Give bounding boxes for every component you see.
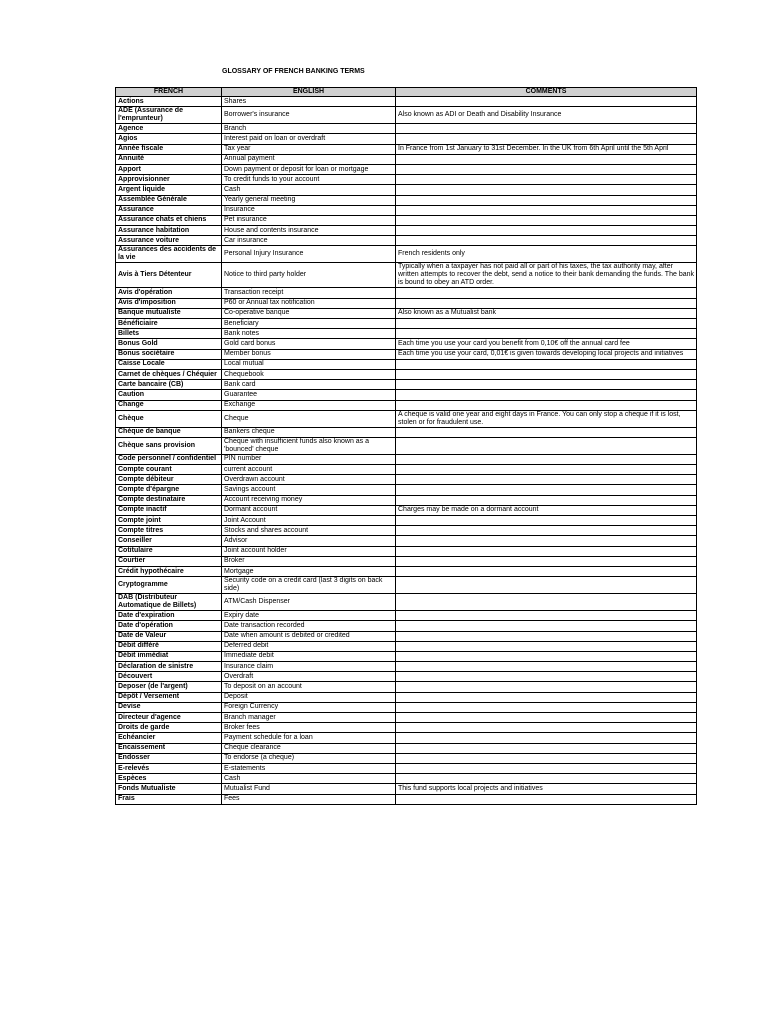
english-term: Beneficiary	[222, 319, 396, 329]
english-term: Cash	[222, 774, 396, 784]
comment	[396, 215, 697, 225]
french-term: Argent liquide	[116, 185, 222, 195]
french-term: Droits de garde	[116, 723, 222, 733]
comment	[396, 641, 697, 651]
english-term: Deferred debit	[222, 641, 396, 651]
table-row	[116, 662, 697, 672]
header-comments: COMMENTS	[396, 88, 697, 97]
table-row	[116, 743, 697, 753]
comment: Each time you use your card, 0,01€ is given towards developing local projects and initiatives	[396, 349, 697, 359]
french-term: Encaissement	[116, 743, 222, 753]
table-row	[116, 410, 697, 427]
table-row	[116, 359, 697, 369]
comment	[396, 536, 697, 546]
table-row	[116, 556, 697, 566]
french-term: Compte d'épargne	[116, 485, 222, 495]
english-term: current account	[222, 465, 396, 475]
table-row	[116, 288, 697, 298]
comment	[396, 702, 697, 712]
french-term: Change	[116, 400, 222, 410]
table-row	[116, 175, 697, 185]
french-term: Découvert	[116, 672, 222, 682]
comment	[396, 672, 697, 682]
glossary-table	[115, 87, 697, 805]
french-term: Assurances des accidents de la vie	[116, 246, 222, 263]
comment	[396, 733, 697, 743]
table-row	[116, 154, 697, 164]
comment	[396, 329, 697, 339]
french-term: Espèces	[116, 774, 222, 784]
table-row	[116, 495, 697, 505]
table-row	[116, 546, 697, 556]
table-row	[116, 753, 697, 763]
comment: Also known as a Mutualist bank	[396, 308, 697, 318]
table-row	[116, 308, 697, 318]
comment	[396, 205, 697, 215]
french-term: Compte inactif	[116, 505, 222, 515]
english-term: Cash	[222, 185, 396, 195]
english-term: Branch manager	[222, 713, 396, 723]
french-term: Courtier	[116, 556, 222, 566]
comment: In France from 1st January to 31st December. In the UK from 6th April until the 5th April	[396, 144, 697, 154]
table-row	[116, 763, 697, 773]
french-term: Chèque	[116, 410, 222, 427]
french-term: Banque mutualiste	[116, 308, 222, 318]
french-term: Assurance	[116, 205, 222, 215]
french-term: E-relevés	[116, 763, 222, 773]
table-row	[116, 215, 697, 225]
french-term: Chèque sans provision	[116, 437, 222, 454]
comment	[396, 97, 697, 107]
comment	[396, 546, 697, 556]
comment	[396, 753, 697, 763]
french-term: Bonus sociétaire	[116, 349, 222, 359]
comment	[396, 454, 697, 464]
table-row	[116, 641, 697, 651]
english-term: Local mutual	[222, 359, 396, 369]
french-term: DAB (Distributeur Automatique de Billets)	[116, 594, 222, 611]
comment	[396, 390, 697, 400]
table-row	[116, 390, 697, 400]
french-term: Date de Valeur	[116, 631, 222, 641]
table-row	[116, 349, 697, 359]
french-term: Code personnel / confidentiel	[116, 454, 222, 464]
table-row	[116, 437, 697, 454]
french-term: Compte courant	[116, 465, 222, 475]
comment	[396, 556, 697, 566]
french-term: Avis d'imposition	[116, 298, 222, 308]
french-term: Endosser	[116, 753, 222, 763]
table-row	[116, 329, 697, 339]
comment	[396, 298, 697, 308]
table-row	[116, 195, 697, 205]
english-term: Insurance claim	[222, 662, 396, 672]
table-row	[116, 427, 697, 437]
comment	[396, 763, 697, 773]
french-term: Agios	[116, 134, 222, 144]
french-term: ADE (Assurance de l'emprunteur)	[116, 107, 222, 124]
comment	[396, 611, 697, 621]
english-term: Deposit	[222, 692, 396, 702]
english-term: Immediate debit	[222, 651, 396, 661]
comment	[396, 369, 697, 379]
table-row	[116, 485, 697, 495]
french-term: Assurance habitation	[116, 226, 222, 236]
table-row	[116, 723, 697, 733]
comment	[396, 226, 697, 236]
table-row	[116, 246, 697, 263]
english-term: Annual payment	[222, 154, 396, 164]
comment	[396, 723, 697, 733]
english-term: Interest paid on loan or overdraft	[222, 134, 396, 144]
comment	[396, 526, 697, 536]
comment	[396, 465, 697, 475]
table-row	[116, 774, 697, 784]
french-term: Caisse Locale	[116, 359, 222, 369]
french-term: Carnet de chèques / Chéquier	[116, 369, 222, 379]
comment	[396, 621, 697, 631]
table-row	[116, 631, 697, 641]
comment	[396, 359, 697, 369]
english-term: Branch	[222, 124, 396, 134]
english-term: Guarantee	[222, 390, 396, 400]
table-row	[116, 319, 697, 329]
french-term: Bonus Gold	[116, 339, 222, 349]
comment	[396, 175, 697, 185]
french-term: Annuité	[116, 154, 222, 164]
french-term: Dépôt / Versement	[116, 692, 222, 702]
english-term: Mortgage	[222, 566, 396, 576]
comment	[396, 437, 697, 454]
french-term: Assemblée Générale	[116, 195, 222, 205]
french-term: Crédit hypothécaire	[116, 566, 222, 576]
comment	[396, 154, 697, 164]
comment: A cheque is valid one year and eight days in France. You can only stop a cheque if it is lost, stolen or for fraudulent use.	[396, 410, 697, 427]
french-term: Débit immédiat	[116, 651, 222, 661]
comment	[396, 713, 697, 723]
comment	[396, 631, 697, 641]
english-term: Overdrawn account	[222, 475, 396, 485]
table-row	[116, 298, 697, 308]
comment	[396, 516, 697, 526]
english-term: Joint account holder	[222, 546, 396, 556]
english-term: Expiry date	[222, 611, 396, 621]
comment	[396, 682, 697, 692]
table-row	[116, 134, 697, 144]
table-row	[116, 516, 697, 526]
table-row	[116, 692, 697, 702]
french-term: Bénéficiaire	[116, 319, 222, 329]
header-french: FRENCH	[116, 88, 222, 97]
table-row	[116, 713, 697, 723]
table-row	[116, 566, 697, 576]
french-term: Avis à Tiers Détenteur	[116, 263, 222, 288]
english-term: Co-operative banque	[222, 308, 396, 318]
table-row	[116, 577, 697, 594]
french-term: Année fiscale	[116, 144, 222, 154]
comment: Also known as ADI or Death and Disability Insurance	[396, 107, 697, 124]
english-term: House and contents insurance	[222, 226, 396, 236]
comment	[396, 794, 697, 804]
comment: Each time you use your card you benefit from 0,10€ off the annual card fee	[396, 339, 697, 349]
comment	[396, 124, 697, 134]
french-term: Cryptogramme	[116, 577, 222, 594]
comment	[396, 495, 697, 505]
table-row	[116, 107, 697, 124]
english-term: Broker fees	[222, 723, 396, 733]
french-term: Date d'expiration	[116, 611, 222, 621]
english-term: Shares	[222, 97, 396, 107]
english-term: Member bonus	[222, 349, 396, 359]
comment	[396, 577, 697, 594]
comment	[396, 662, 697, 672]
french-term: Deposer (de l'argent)	[116, 682, 222, 692]
comment	[396, 594, 697, 611]
header-english: ENGLISH	[222, 88, 396, 97]
french-term: Apport	[116, 164, 222, 174]
comment	[396, 380, 697, 390]
table-row	[116, 611, 697, 621]
table-row	[116, 400, 697, 410]
comment	[396, 566, 697, 576]
table-row	[116, 475, 697, 485]
french-term: Caution	[116, 390, 222, 400]
comment	[396, 288, 697, 298]
french-term: Assurance chats et chiens	[116, 215, 222, 225]
comment	[396, 134, 697, 144]
french-term: Agence	[116, 124, 222, 134]
comment	[396, 475, 697, 485]
table-row	[116, 144, 697, 154]
table-row	[116, 536, 697, 546]
table-row	[116, 733, 697, 743]
comment: Typically when a taxpayer has not paid all or part of his taxes, the tax authority may, after written attempts to recover the debt, send a notice to their bank demanding the funds. The bank is bound to obey an ATD order.	[396, 263, 697, 288]
comment	[396, 195, 697, 205]
table-row	[116, 226, 697, 236]
english-term: Foreign Currency	[222, 702, 396, 712]
french-term: Compte débiteur	[116, 475, 222, 485]
french-term: Carte bancaire (CB)	[116, 380, 222, 390]
english-term: Cheque with insufficient funds also known as a 'bounced' cheque	[222, 437, 396, 454]
english-term: Borrower's insurance	[222, 107, 396, 124]
table-row	[116, 205, 697, 215]
english-term: Insurance	[222, 205, 396, 215]
table-header-row	[116, 88, 697, 97]
english-term: To deposit on an account	[222, 682, 396, 692]
table-row	[116, 526, 697, 536]
table-row	[116, 380, 697, 390]
english-term: Down payment or deposit for loan or mortgage	[222, 164, 396, 174]
english-term: Dormant account	[222, 505, 396, 515]
french-term: Fonds Mutualiste	[116, 784, 222, 794]
english-term: Cheque	[222, 410, 396, 427]
english-term: To credit funds to your account	[222, 175, 396, 185]
english-term: Stocks and shares account	[222, 526, 396, 536]
table-row	[116, 682, 697, 692]
french-term: Compte joint	[116, 516, 222, 526]
english-term: Yearly general meeting	[222, 195, 396, 205]
table-row	[116, 185, 697, 195]
english-term: P60 or Annual tax notification	[222, 298, 396, 308]
english-term: PIN number	[222, 454, 396, 464]
english-term: Bankers cheque	[222, 427, 396, 437]
comment	[396, 774, 697, 784]
table-row	[116, 505, 697, 515]
english-term: E-statements	[222, 763, 396, 773]
english-term: To endorse (a cheque)	[222, 753, 396, 763]
table-row	[116, 594, 697, 611]
comment	[396, 164, 697, 174]
french-term: Actions	[116, 97, 222, 107]
english-term: Exchange	[222, 400, 396, 410]
comment	[396, 651, 697, 661]
english-term: Date transaction recorded	[222, 621, 396, 631]
table-row	[116, 702, 697, 712]
french-term: Chèque de banque	[116, 427, 222, 437]
english-term: Bank card	[222, 380, 396, 390]
table-row	[116, 236, 697, 246]
english-term: Gold card bonus	[222, 339, 396, 349]
english-term: Advisor	[222, 536, 396, 546]
french-term: Devise	[116, 702, 222, 712]
french-term: Directeur d'agence	[116, 713, 222, 723]
french-term: Compte titres	[116, 526, 222, 536]
english-term: Cheque clearance	[222, 743, 396, 753]
english-term: Chequebook	[222, 369, 396, 379]
english-term: Mutualist Fund	[222, 784, 396, 794]
english-term: Overdraft	[222, 672, 396, 682]
english-term: Personal Injury Insurance	[222, 246, 396, 263]
table-row	[116, 465, 697, 475]
french-term: Cotitulaire	[116, 546, 222, 556]
comment: This fund supports local projects and initiatives	[396, 784, 697, 794]
comment	[396, 485, 697, 495]
comment: French residents only	[396, 246, 697, 263]
table-row	[116, 339, 697, 349]
english-term: Account receiving money	[222, 495, 396, 505]
table-row	[116, 263, 697, 288]
table-row	[116, 97, 697, 107]
table-row	[116, 621, 697, 631]
french-term: Frais	[116, 794, 222, 804]
english-term: Fees	[222, 794, 396, 804]
comment	[396, 692, 697, 702]
english-term: Savings account	[222, 485, 396, 495]
french-term: Débit différé	[116, 641, 222, 651]
table-row	[116, 794, 697, 804]
english-term: Tax year	[222, 144, 396, 154]
table-row	[116, 164, 697, 174]
english-term: Car insurance	[222, 236, 396, 246]
french-term: Compte destinataire	[116, 495, 222, 505]
french-term: Billets	[116, 329, 222, 339]
table-row	[116, 672, 697, 682]
english-term: ATM/Cash Dispenser	[222, 594, 396, 611]
table-row	[116, 784, 697, 794]
english-term: Notice to third party holder	[222, 263, 396, 288]
english-term: Joint Account	[222, 516, 396, 526]
english-term: Security code on a credit card (last 3 digits on back side)	[222, 577, 396, 594]
table-row	[116, 369, 697, 379]
english-term: Pet insurance	[222, 215, 396, 225]
comment	[396, 427, 697, 437]
french-term: Approvisionner	[116, 175, 222, 185]
comment	[396, 185, 697, 195]
french-term: Avis d'opération	[116, 288, 222, 298]
french-term: Conseiller	[116, 536, 222, 546]
english-term: Payment schedule for a loan	[222, 733, 396, 743]
french-term: Date d'opération	[116, 621, 222, 631]
french-term: Echéancier	[116, 733, 222, 743]
english-term: Bank notes	[222, 329, 396, 339]
french-term: Déclaration de sinistre	[116, 662, 222, 672]
table-row	[116, 651, 697, 661]
english-term: Date when amount is debited or credited	[222, 631, 396, 641]
table-row	[116, 124, 697, 134]
table-row	[116, 454, 697, 464]
comment: Charges may be made on a dormant account	[396, 505, 697, 515]
english-term: Broker	[222, 556, 396, 566]
english-term: Transaction receipt	[222, 288, 396, 298]
comment	[396, 319, 697, 329]
french-term: Assurance voiture	[116, 236, 222, 246]
document-title: GLOSSARY OF FRENCH BANKING TERMS	[222, 68, 365, 75]
comment	[396, 236, 697, 246]
comment	[396, 743, 697, 753]
comment	[396, 400, 697, 410]
